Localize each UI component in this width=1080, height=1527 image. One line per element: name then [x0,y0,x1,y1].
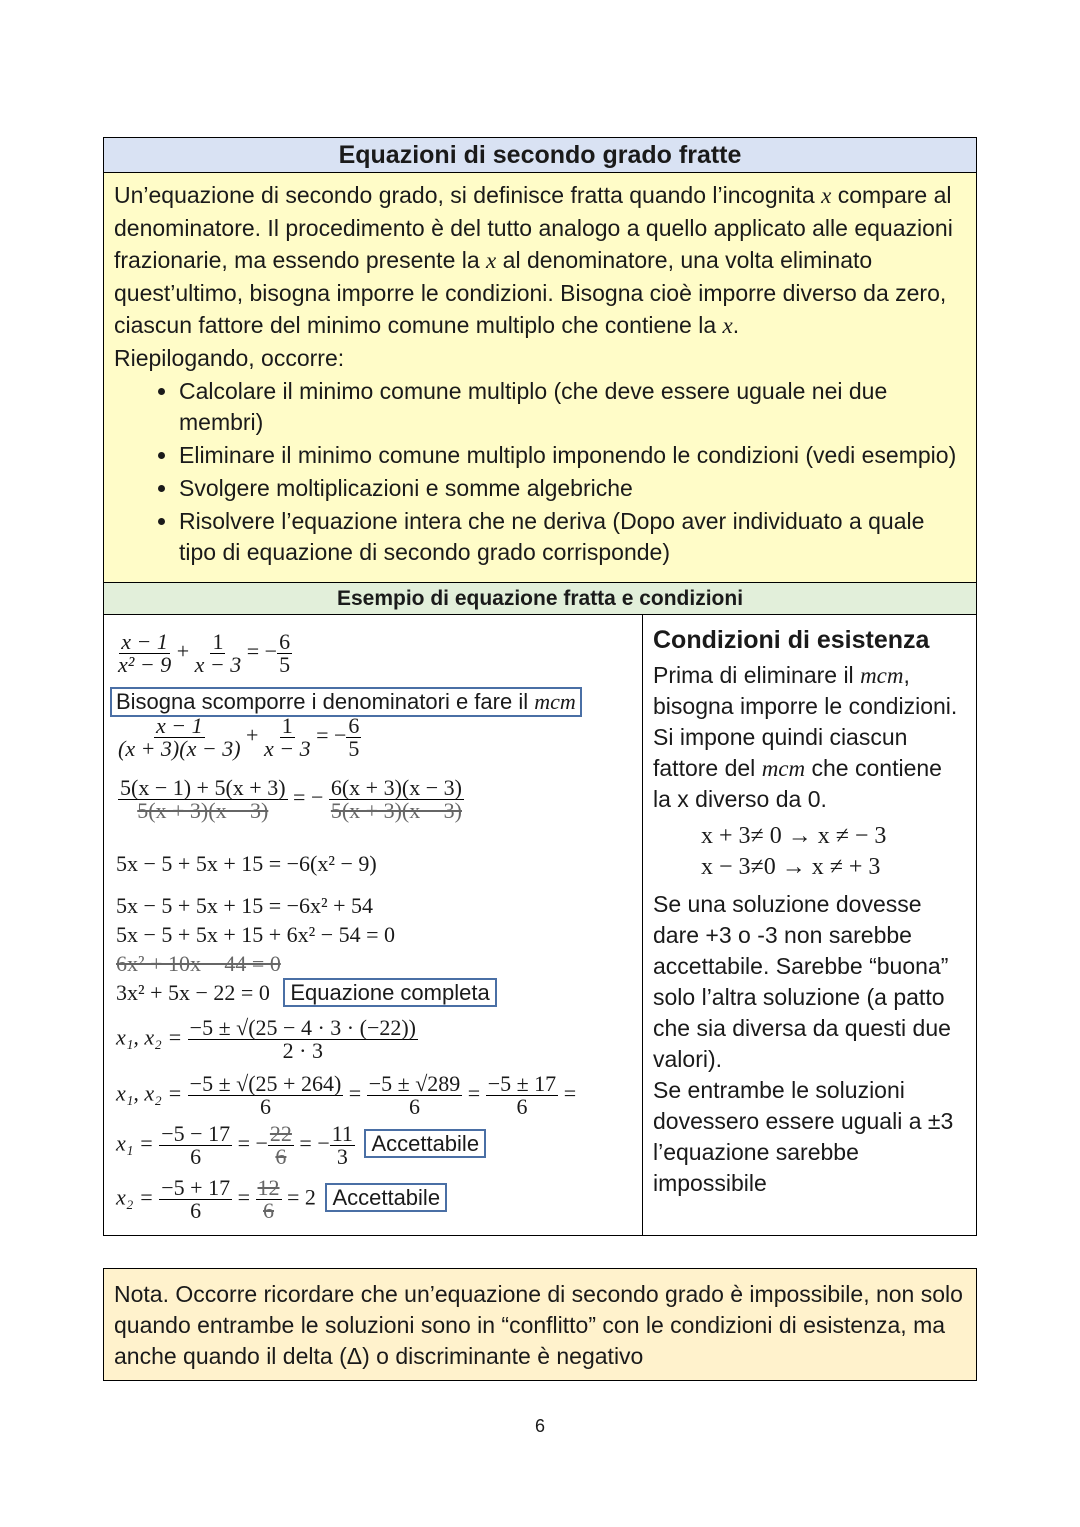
page-title [103,137,977,173]
var-x: x [821,183,832,208]
fraction-num: 1 [212,629,224,654]
complete-equation-label: Equazione completa [283,978,496,1007]
fraction-den: 6 [190,1198,202,1223]
fraction-den: x − 3 [263,736,311,761]
hint-text: Bisogna scomporre i denominatori e fare il [116,689,535,714]
fraction-num: x − 1 [121,629,168,654]
quadratic-steps: x₁, x₂ = $\frac{-5 \pm √(25 + 264)}{6}$ = $\frac{-5 \pm √289}{6}$ = $\frac{-5 \pm 17}{6}$ = [116,1071,577,1119]
conditions-equations [653,821,966,883]
solution-x2: x₂ = $\frac{-5 + 17}{6}$ = $\frac{12}{6}$ = 2 Accettabile [116,1177,447,1222]
intro-text-b: compare al denominatore. Il procedimento è del tutto analogo a quello applicato alle equazioni frazionarie, ma essendo presente la [114,182,953,273]
fraction-num: −5 ± √(25 − 4 · 3 · (−22)) [189,1015,416,1040]
solution-x1: x₁ = $\frac{-5 - 17}{6}$ = − $\frac{22}{6}$ = − $\frac{11}{3}$ Accettabile [116,1123,486,1168]
fraction-num: 6(x + 3)(x − 3) [330,775,462,800]
hint-mcm: mcm [534,689,576,714]
fraction-den: (x + 3)(x − 3) [118,736,241,761]
fraction-num: −5 − 17 [161,1121,231,1146]
equation-common-denominator: $\frac{5(x - 1) + 5(x + 3)}{5(x + 3)(x - 3)}$ = − $\frac{6(x + 3)(x - 3)}{5(x + 3)(x - 3)}$ [120,775,462,823]
fraction-num: 11 [331,1121,353,1146]
list-item: • Eliminare il minimo comune multiplo imponendo le condizioni (vedi esempio) [179,440,966,471]
equation-original: $\frac{x - 1}{\text{x² − 9}}$ + $\frac{1}{x - 3}$ = − $\frac{6}{5}$ [118,629,291,677]
list-item: • Calcolare il minimo comune multiplo (che deve essere uguale nei due membri) [179,376,966,438]
conditions-intro [653,660,966,784]
fraction-den: 6 [259,1094,271,1119]
x2-label: x₂ = [116,1184,154,1210]
line-final-equation [116,980,497,1006]
recap-label: Riepilogando, occorre: [114,345,345,371]
fraction-num: −5 ± 17 [487,1071,557,1096]
title-text: Equazioni di secondo grado fratte [338,140,742,169]
fraction-den: 6 [263,1198,275,1223]
example-title-text: Esempio di equazione fratta e condizioni [336,586,744,610]
note-text: Nota. Occorre ricordare che un’equazione di secondo grado è impossibile, non solo quando entrambe le soluzioni sono in “conflitto” con le condizioni di esistenza, ma anche quando il delta (Δ) o discriminante è negativo [114,1281,963,1369]
document-body [103,137,977,1236]
fraction-den: x − 3 [194,652,242,677]
equation-factored: $\frac{x - 1}{(x + 3)(x - 3)}$ + $\frac{1}{x - 3}$ = − $\frac{6}{5}$ [118,713,360,761]
example-section [103,615,977,1236]
line-moved: 5x − 5 + 5x + 15 + 6x² − 54 = 0 [116,922,396,947]
conditions-text: , [903,662,910,688]
condition-1: x + 3≠ 0 → x ≠ − 3 [701,823,887,849]
fraction-num: x − 1 [155,713,203,738]
conditions-text: Prima di eliminare il [653,662,861,688]
fraction-den: x² − 9 [118,652,172,677]
page-number: 6 [534,1416,545,1436]
example-title [103,583,977,615]
fraction-den: 6 [409,1094,420,1119]
x1-label: x₁ = [116,1130,154,1156]
fraction-den: 5 [348,736,360,761]
intro-text-c: al denominatore, una volta eliminato quest’ultimo, bisogna imporre le condizioni. Bisogna cioè imporre diverso da zero, ciascun fattore del minimo comune multiplo che contiene la [114,247,947,338]
line-distributed: 5x − 5 + 5x + 15 = −6x² + 54 [116,893,374,918]
fraction-den: 3 [336,1144,348,1169]
mcm-term: mcm [761,756,806,781]
fraction-den: 6 [516,1094,528,1119]
intro-section [103,173,977,583]
mcm-term: mcm [860,663,904,688]
fraction-num: 6 [279,629,291,654]
intro-text-end: . [732,312,740,338]
roots-label: x₁, x₂ = [116,1024,183,1050]
fraction-num: −5 ± √289 [368,1071,461,1096]
fraction-num: 6 [348,713,360,738]
fraction-num: 12 [257,1175,280,1200]
fraction-num: −5 + 17 [161,1175,231,1200]
intro-paragraph [114,179,966,342]
conditions-text: bisogna imporre le condizioni. Si impone quindi ciascun fattore del [653,693,958,781]
var-x: x [486,248,497,273]
list-item: • Svolgere moltiplicazioni e somme algebriche [179,473,966,504]
fraction-den: 2 · 3 [282,1038,323,1063]
conditions-impossible: Se entrambe le soluzioni dovessero essere uguali a ±3 l’equazione sarebbe impossibile [653,1077,954,1196]
fraction-den-cancelled: 5(x + 3)(x − 3) [330,798,462,823]
fraction-den-cancelled: 5(x + 3)(x − 3) [137,798,269,823]
var-x: x [722,313,733,338]
fraction-num: 1 [281,713,293,738]
conditions-heading: Condizioni di esistenza [653,626,930,654]
conditions-note: Se una soluzione dovesse dare +3 o -3 non sarebbe accettabile. Sarebbe “buona” solo l’altra soluzione (a patto che sia diversa da questi due valori). [653,891,951,1072]
list-item: • Risolvere l’equazione intera che ne deriva (Dopo aver individuato a quale tipo di equazione di secondo grado corrisponde) [179,506,966,568]
existence-conditions [643,615,976,1235]
intro-text-a: Un’equazione di secondo grado, si definisce fratta quando l’incognita [114,182,822,208]
acceptable-label: Accettabile [325,1183,447,1212]
fraction-den: 6 [190,1144,202,1169]
worked-solution [104,615,643,1235]
quadratic-formula [116,1017,418,1062]
line-expanded: 5x − 5 + 5x + 15 = −6(x² − 9) [116,851,377,876]
fraction-num: 5(x − 1) + 5(x + 3) [120,775,286,800]
note-box [103,1268,977,1381]
x2-result: = 2 [287,1184,316,1210]
conditions-text-line: la x diverso da 0. [653,786,827,812]
acceptable-label: Accettabile [364,1129,486,1158]
steps-list [114,376,966,568]
fraction-num: −5 ± √(25 + 264) [189,1071,342,1096]
fraction-num: 22 [269,1121,292,1146]
final-equation: 3x² + 5x − 22 = 0 [116,980,270,1005]
roots-label: x₁, x₂ = [116,1080,183,1106]
line-simplified: 6x² + 10x − 44 = 0 [116,951,281,976]
condition-2: x − 3≠0 → x ≠ + 3 [701,854,881,880]
fraction-den: 5 [279,652,291,677]
conditions-text: che contiene [805,755,942,781]
fraction-den: 6 [275,1144,287,1169]
